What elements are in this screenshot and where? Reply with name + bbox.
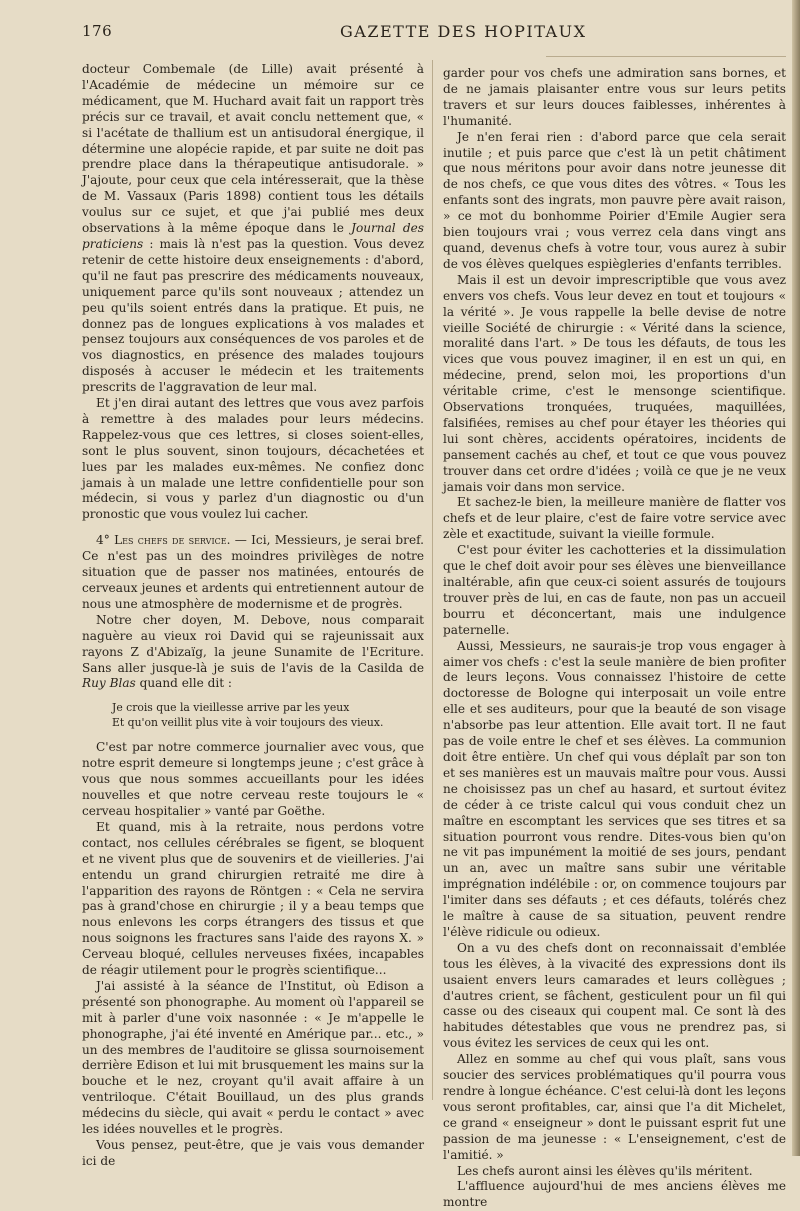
running-title: GAZETTE DES HOPITAUX <box>340 22 587 41</box>
left-column <box>82 62 424 1170</box>
page-number: 176 <box>82 22 113 40</box>
top-rule <box>546 56 786 57</box>
work-title: Ruy Blas <box>82 676 136 691</box>
section-number: 4° <box>96 533 110 548</box>
paragraph: Et quand, mis à la retraite, nous perdons votre contact, nos cellules cérébrales se figent, se bloquent et ne vivent plus que de souvenirs et de vieilleries. J'ai entendu un grand chirurgien retraité me dire à l'apparition des rayons de Röntgen : « Cela ne servira pas à grand'chose en chirurgie ; il y a beau temps que nous enlevons les corps étrangers des tissus et que nous soignons les fractures sans l'aide des rayons X. » Cerveau bloqué, cellules nerveuses fixées, incapables de réagir utilement pour le progrès scientifique... <box>82 819 424 978</box>
paragraph-text: quand elle dit : <box>135 676 232 691</box>
journal-title: Journal des praticiens <box>82 221 424 251</box>
section-gap <box>82 523 424 533</box>
verse-gap <box>82 730 424 740</box>
paragraph: Et sachez-le bien, la meilleure manière de flatter vos chefs et de leur plaire, c'est de faire votre service avec zèle et exactitude, suivant la vieille formule. <box>443 495 786 542</box>
paragraph: Mais il est un devoir imprescriptible que vous avez envers vos chefs. Vous leur devez en tout et toujours « la vérité ». Je vous rappelle la belle devise de notre vieille Société de chirurgie : « Vérité dans la science, moralité dans l'art. » De tous les défauts, de tous les vices que vous pouvez imaginer, il en est un qui, en médecine, prend, selon moi, les proportions d'un véritable crime, c'est le mensonge scientifique. Observations tronquées, truquées, maquillées, falsifiées, remises au chef pour étayer les théories qui lui sont chères, accidents opératoires, incidents de pansement cachés au chef, et tout ce que vous pouvez trouver dans cet ordre d'idées ; voilà ce que je ne veux jamais voir dans mon service. <box>443 272 786 494</box>
paragraph-text: docteur Combemale (de Lille) avait présenté à l'Académie de médecine un mémoire sur ce médicament, que M. Huchard avait fait un rapport très précis sur ce travail, et avait conclu nettement que, « si l'acétate de thallium est un antisudoral énergique, il détermine une alopécie rapide, et par suite ne doit pas prendre place dans la thérapeutique antisudorale. » J'ajoute, pour ceux que cela intéresserait, que la thèse de M. Vassaux (Paris 1898) contient tous les détails voulus sur ce sujet, et que j'ai publié mes deux observations à la même époque dans le <box>82 62 424 236</box>
verse-line: Je crois que la vieillesse arrive par les yeux <box>112 701 350 715</box>
paragraph: Et j'en dirai autant des lettres que vous avez parfois à remettre à des malades pour leurs médecins. Rappelez-vous que ces lettres, si closes soient-elles, sont le plus souvent, sinon toujours, décachetées et lues par les malades eux-mêmes. Ne confiez donc jamais à un malade une lettre confidentielle pour son médecin, si vous y parlez d'un diagnostic ou d'un pronostic que vous voulez lui cacher. <box>82 396 424 522</box>
paragraph <box>82 613 424 693</box>
section-title: Les chefs de service. <box>114 533 231 548</box>
paragraph <box>82 62 424 396</box>
paragraph: Allez en somme au chef qui vous plaît, sans vous soucier des services problématiques qu'il pourra vous rendre à longue échéance. C'est celui-là dont les leçons vous seront profitables, car, ainsi que l'a dit Michelet, ce grand « enseigneur » dont le puissant esprit fut une passion de ma jeunesse : « L'enseignement, c'est de l'amitié. » <box>443 1052 786 1162</box>
paragraph: Je n'en ferai rien : d'abord parce que cela serait inutile ; et puis parce que c'est là un petit châtiment que nous méritons pour avoir dans notre jeunesse dit de nos chefs, ce que vous dites des vôtres. « Tous les enfants sont des ingrats, mon pauvre père avait raison, » ce mot du bonhomme Poirier d'Emile Augier sera bien toujours vrai ; vous verrez cela dans vingt ans quand, devenus chefs à votre tour, vous aurez à subir de vos élèves quelques espiègleries d'enfants terribles. <box>443 129 786 271</box>
paragraph: C'est pour éviter les cachotteries et la dissimulation que le chef doit avoir pour ses élèves une bienveillance inaltérable, afin que ceux-ci soient assurés de toujours trouver près de lui, en cas de faute, non pas un accueil bourru et déconcertant, mais une indulgence paternelle. <box>443 543 786 637</box>
paragraph: garder pour vos chefs une admiration sans bornes, et de ne jamais plaisanter entre vous sur leurs petits travers et sur leurs douces faiblesses, inhérentes à l'humanité. <box>443 66 786 128</box>
paragraph: C'est par notre commerce journalier avec vous, que notre esprit demeure si longtemps jeune ; c'est grâce à vous que nous sommes accueillants pour les idées nouvelles et que notre cerveau reste toujours le « cerveau hospitalier » vanté par Goëthe. <box>82 740 424 818</box>
page-header <box>0 20 800 48</box>
paragraph: Vous pensez, peut-être, que je vais vous demander ici de <box>82 1138 424 1168</box>
paragraph-text: — Ici, Messieurs, je serai bref. Ce n'est pas un des moindres privilèges de notre situation que de passer nos matinées, entourés de cerveaux jeunes et ardents qui entretiennent autour de nous une atmosphère de modernisme et de progrès. <box>82 533 424 611</box>
right-column <box>443 66 786 1211</box>
section-paragraph <box>82 533 424 613</box>
paragraph-text: : mais là n'est pas la question. Vous devez retenir de cette histoire deux enseignements : d'abord, qu'il ne faut pas prescrire des médicaments nouveaux, uniquement parce qu'ils sont nouveaux ; attendez un peu qu'ils soient entrés dans la pratique. Et puis, ne donnez pas de longues explications à vos malades et pensez toujours aux conséquences de vos paroles et de vos diagnostics, en présence des malades toujours disposés à accuser le médecin et les traitements prescrits de l'aggravation de leur mal. <box>82 236 424 395</box>
paragraph: J'ai assisté à la séance de l'Institut, où Edison a présenté son phonographe. Au moment où l'appareil se mit à parler d'une voix nasonnée : « Je m'appelle le phonographe, j'ai été inventé en Amérique par... etc., » un des membres de l'auditoire se glissa sournoisement derrière Edison et lui mit brusquement les mains sur la bouche et le nez, croyant qu'il avait affaire à un ventriloque. C'était Bouillaud, un des plus grands médecins du siècle, qui avait « perdu le contact » avec les idées nouvelles et le progrès. <box>82 978 424 1137</box>
page-edge <box>792 0 800 1156</box>
column-divider <box>432 60 433 1100</box>
verse-line: Et qu'on veillit plus vite à voir toujours des vieux. <box>112 716 384 730</box>
paragraph-text: Notre cher doyen, M. Debove, nous comparait naguère au vieux roi David qui se rajeunissait aux rayons Z d'Abizaïg, la jeune Sunamite de l'Ecriture. Sans aller jusque-là je suis de l'avis de la Casilda de <box>82 612 424 675</box>
verse-gap <box>82 692 424 700</box>
paragraph: Aussi, Messieurs, ne saurais-je trop vous engager à aimer vos chefs : c'est la seule manière de bien profiter de leurs leçons. Vous connaissez l'histoire de cette doctoresse de Bologne qui interposait un voile entre elle et ses auditeurs, pour que la beauté de son visage n'absorbe pas leur attention. Elle avait tort. Il ne faut pas de voile entre le chef et ses élèves. La communion doit être entière. Un chef qui vous déplaît par son ton et ses manières est un mauvais maître pour vous. Aussi ne choisissez pas un chef au hasard, et surtout évitez de céder à ce triste calcul qui vous conduit chez un maître en escomptant les services que ses titres et sa situation pourront vous rendre. Dites-vous bien qu'on ne vit pas impunément la moitié de ses jours, pendant un an, avec un maître sans subir une véritable imprégnation indélébile : or, on commence toujours par l'imiter dans ses défauts ; et ces défauts, tolérés chez le maître à cause de sa situation, peuvent rendre l'élève ridicule ou odieux. <box>443 638 786 939</box>
paragraph: On a vu des chefs dont on reconnaissait d'emblée tous les élèves, à la vivacité des expressions dont ils usaient envers leurs camarades et leurs collègues ; d'autres crient, se fâchent, gesticulent pour un fil qui casse ou des ciseaux qui coupent mal. Ce sont là des habitudes détestables que vous ne prendrez pas, si vous évitez les services de ceux qui les ont. <box>443 940 786 1051</box>
paragraph: L'affluence aujourd'hui de mes anciens élèves me montre <box>443 1179 786 1210</box>
paragraph: Les chefs auront ainsi les élèves qu'ils méritent. <box>457 1163 753 1178</box>
